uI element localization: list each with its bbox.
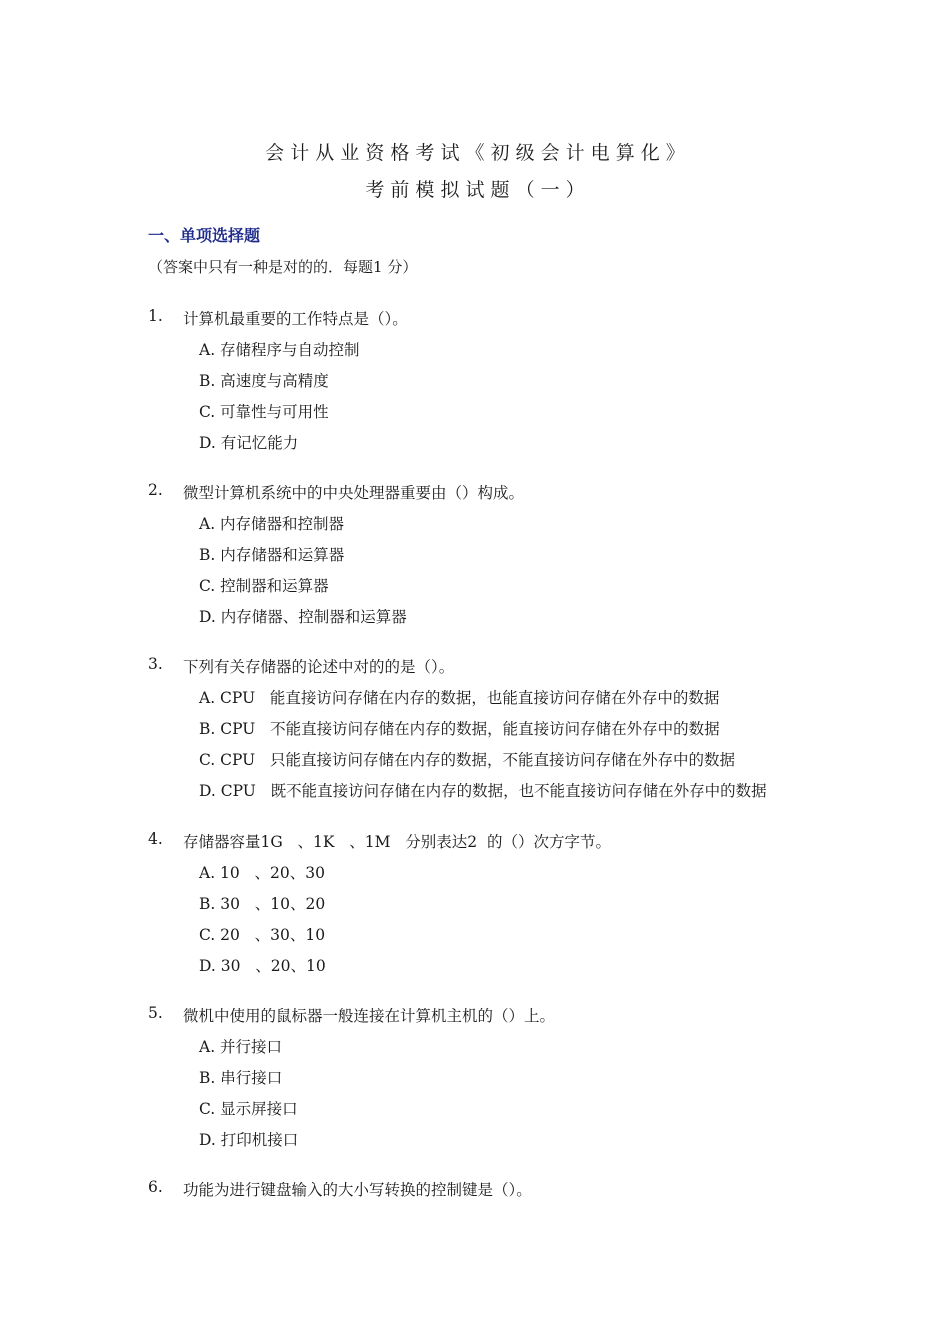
question-number: 2.: [148, 481, 163, 499]
option-d: D. 30 、20、10: [199, 957, 326, 975]
option-a: A. 并行接口: [199, 1038, 283, 1056]
option-b: B. 串行接口: [199, 1069, 283, 1087]
option-a: A. 存储程序与自动控制: [199, 341, 360, 359]
option-b: B. CPU 不能直接访问存储在内存的数据，能直接访问存储在外存中的数据: [199, 720, 720, 738]
option-b: B. 内存储器和运算器: [199, 546, 345, 564]
option-b: B. 高速度与高精度: [199, 372, 329, 390]
question-text: 功能为进行键盘输入的大小写转换的控制键是（）。: [183, 1181, 532, 1199]
question-text: 微型计算机系统中的中央处理器重要由（）构成。: [183, 484, 525, 502]
option-a: A. 10 、20、30: [199, 864, 325, 882]
option-c: C. 20 、30、10: [199, 926, 326, 944]
option-d: D. 有记忆能力: [199, 434, 299, 452]
question-text: 下列有关存储器的论述中对的的是（）。: [183, 658, 455, 676]
option-c: C. CPU 只能直接访问存储在内存的数据，不能直接访问存储在外存中的数据: [199, 751, 736, 769]
question-number: 1.: [148, 307, 163, 325]
option-b: B. 30 、10、20: [199, 895, 326, 913]
question-text: 存储器容量1G 、1K 、1M 分别表达2 的（）次方字节。: [183, 833, 611, 851]
option-a: A. CPU 能直接访问存储在内存的数据，也能直接访问存储在外存中的数据: [199, 689, 720, 707]
document-title-line2: 考 前 模 拟 试 题 （ 一 ）: [365, 179, 585, 201]
option-a: A. 内存储器和控制器: [199, 515, 345, 533]
question-text: 微机中使用的鼠标器一般连接在计算机主机的（）上。: [183, 1007, 556, 1025]
question-number: 6.: [148, 1178, 163, 1196]
section-note: （答案中只有一种是对的的．每题1 分）: [148, 258, 418, 276]
option-c: C. 显示屏接口: [199, 1100, 298, 1118]
option-c: C. 可靠性与可用性: [199, 403, 329, 421]
option-d: D. 打印机接口: [199, 1131, 299, 1149]
option-c: C. 控制器和运算器: [199, 577, 329, 595]
question-text: 计算机最重要的工作特点是（）。: [183, 310, 408, 328]
section-heading: 一、单项选择题: [148, 226, 261, 245]
question-number: 4.: [148, 830, 163, 848]
document-title-line1: 会 计 从 业 资 格 考 试 《 初 级 会 计 电 算 化 》: [265, 142, 685, 164]
option-d: D. 内存储器、控制器和运算器: [199, 608, 407, 626]
question-number: 3.: [148, 655, 163, 673]
option-d: D. CPU 既不能直接访问存储在内存的数据，也不能直接访问存储在外存中的数据: [199, 782, 767, 800]
question-number: 5.: [148, 1004, 163, 1022]
